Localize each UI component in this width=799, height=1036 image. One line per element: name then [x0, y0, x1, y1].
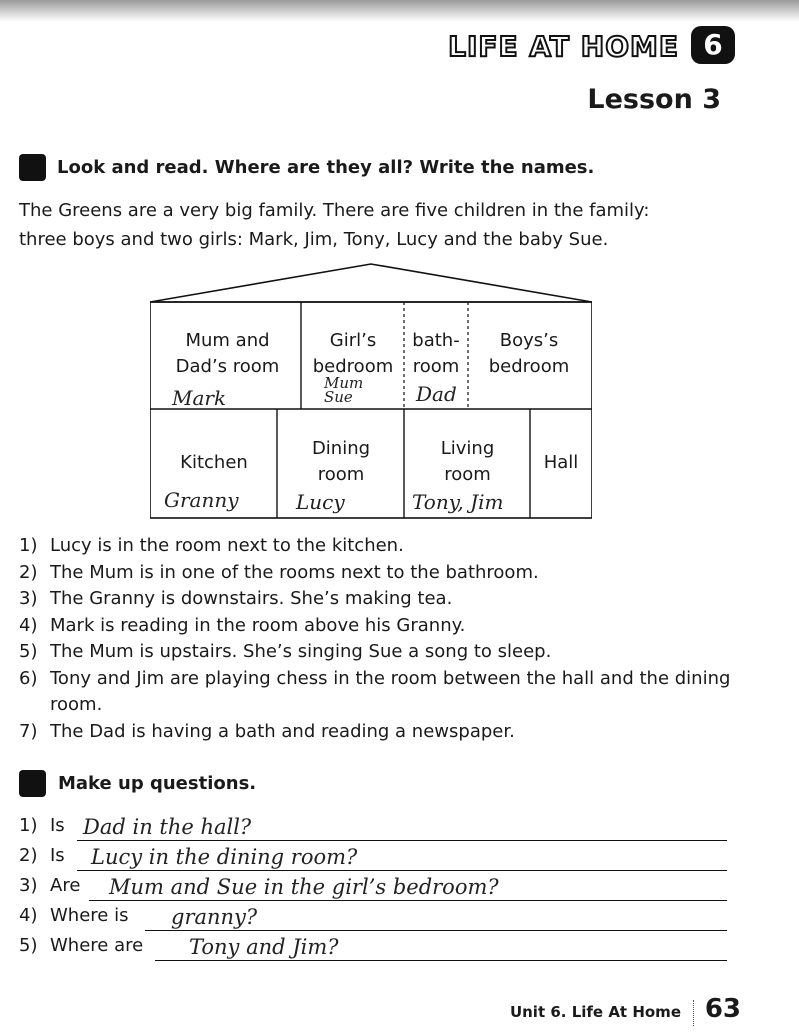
- unit-number-badge: 6: [691, 26, 735, 64]
- exercise-2-marker: [19, 770, 46, 797]
- header-band: [0, 0, 799, 22]
- footer-divider: [693, 1000, 695, 1026]
- question-answer: Mum and Sue in the girl’s bedroom?: [109, 875, 499, 899]
- answer-dad: Dad: [416, 382, 457, 406]
- answer-line: [145, 930, 727, 931]
- room-dining: Dining room: [311, 438, 371, 485]
- statement-item: 6) Tony and Jim are playing chess in the room between the hall and the dining room.: [19, 667, 731, 715]
- statement-item: 2) The Mum is in one of the rooms next to the bathroom.: [19, 561, 539, 583]
- room-living: Living room: [440, 438, 495, 485]
- answer-tony-jim: Tony, Jim: [412, 490, 504, 514]
- room-hall: Hall: [543, 452, 579, 473]
- exercise-2-instruction: Make up questions.: [58, 773, 257, 794]
- question-answer: Tony and Jim?: [189, 935, 339, 959]
- room-boys: Boys’s bedroom: [488, 330, 570, 377]
- statement-item: 3) The Granny is downstairs. She’s making tea.: [19, 588, 453, 609]
- statement-item: 5) The Mum is upstairs. She’s singing Sue a song to sleep.: [19, 641, 552, 662]
- statement-item: 1) Lucy is in the room next to the kitchen.: [19, 535, 404, 556]
- answer-mark: Mark: [172, 386, 227, 410]
- unit-title: LIFE AT HOME: [448, 30, 679, 63]
- room-girls: Girl’s bedroom: [312, 330, 394, 377]
- footer-unit-label: Unit 6. Life At Home: [509, 1003, 681, 1021]
- question-row: 5) Where are Tony and Jim?: [19, 935, 727, 965]
- answer-granny: Granny: [164, 488, 239, 512]
- exercise-1-marker: [19, 154, 46, 181]
- page-number: 63: [704, 994, 741, 1024]
- intro-line-2: three boys and two girls: Mark, Jim, Tony, Lucy and the baby Sue.: [19, 229, 609, 250]
- statement-item: 7) The Dad is having a bath and reading a newspaper.: [19, 720, 515, 742]
- question-answer: Dad in the hall?: [83, 815, 252, 839]
- exercise-1-intro: [19, 196, 739, 254]
- room-parents: Mum and Dad’s room: [175, 330, 280, 377]
- intro-line-1: The Greens are a very big family. There are five children in the family:: [19, 200, 650, 221]
- question-row: 4) Where is granny?: [19, 905, 727, 935]
- question-answer: granny?: [171, 905, 258, 929]
- room-bathroom: bath- room: [412, 330, 460, 377]
- exercise-1-instruction: Look and read. Where are they all? Write the names.: [57, 157, 595, 178]
- statements-list: [19, 533, 739, 745]
- answer-lucy: Lucy: [296, 490, 345, 514]
- lesson-title: Lesson 3: [587, 84, 721, 115]
- answer-line: [77, 840, 727, 841]
- statement-item: 4) Mark is reading in the room above his Granny.: [19, 614, 466, 636]
- question-row: 1) Is Dad in the hall?: [19, 815, 727, 845]
- question-row: 3) Are Mum and Sue in the girl’s bedroom?: [19, 875, 727, 905]
- answer-line: [155, 960, 727, 961]
- answer-mum-sue: Mum Sue: [324, 374, 364, 406]
- answer-line: [89, 900, 727, 901]
- room-kitchen: Kitchen: [180, 452, 248, 473]
- house-diagram: [150, 262, 592, 520]
- question-answer: Lucy in the dining room?: [91, 845, 358, 869]
- answer-line: [77, 870, 727, 871]
- question-row: 2) Is Lucy in the dining room?: [19, 845, 727, 875]
